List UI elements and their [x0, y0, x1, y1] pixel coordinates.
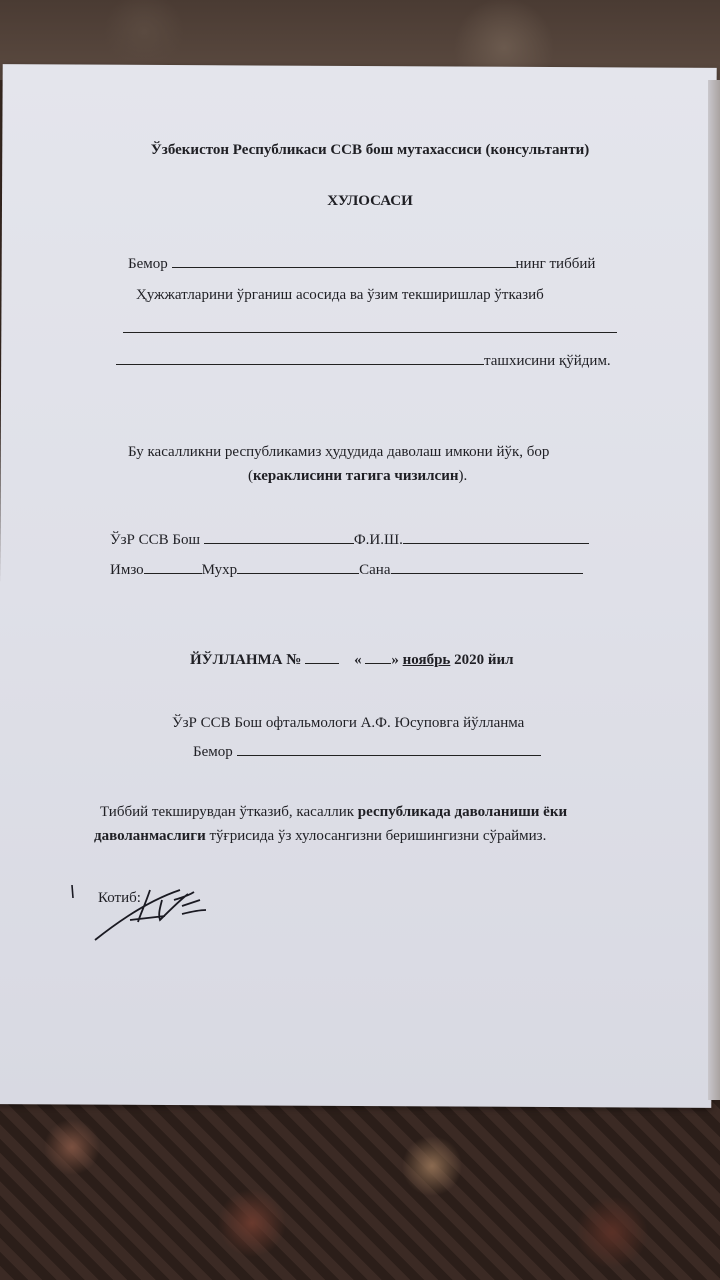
- chief-blank[interactable]: [204, 543, 354, 544]
- document-title: ХУЛОСАСИ: [327, 193, 413, 209]
- request-line-2: [94, 828, 546, 845]
- quote-close: »: [391, 652, 399, 668]
- sign-label: Имзо: [110, 562, 144, 578]
- treatment-note: кераклисини тагига чизилсин: [253, 468, 459, 484]
- referral-month: ноябрь: [402, 652, 451, 668]
- referral-number-blank[interactable]: [305, 663, 339, 664]
- treatment-line-2: [248, 468, 467, 485]
- patient-suffix: нинг тиббий: [515, 256, 596, 272]
- stamp-label: Мухр: [201, 562, 238, 578]
- request-bold-2: даволанмаслиги: [94, 828, 206, 844]
- diagnosis-blank-2[interactable]: [116, 350, 484, 365]
- sign-blank[interactable]: [144, 573, 202, 574]
- fio-blank[interactable]: [403, 543, 589, 544]
- diagnosis-blank-1[interactable]: [123, 318, 617, 333]
- referral-label: ЙЎЛЛАНМА №: [190, 652, 302, 668]
- referral-patient-label: Бемор: [193, 744, 233, 760]
- chief-label: ЎзР ССВ Бош: [110, 532, 201, 548]
- date-blank[interactable]: [391, 573, 583, 574]
- treatment-line-1: Бу касалликни республикамиз ҳудудида даволаш имкони йўк, бор: [128, 444, 550, 460]
- request-line-1: [100, 804, 567, 821]
- referral-day-blank[interactable]: [365, 663, 391, 664]
- quote-open: «: [354, 652, 362, 668]
- referral-line: [190, 652, 514, 669]
- request-bold-1: республикада даволаниши ёки: [357, 804, 568, 820]
- referral-year: 2020 йил: [454, 652, 514, 668]
- patient-line: [128, 256, 595, 273]
- paren-open: (: [248, 468, 253, 484]
- chief-line: [110, 532, 589, 549]
- diagnosis-line-1: [123, 318, 617, 338]
- document-header: Ўзбекистон Республикаси ССВ бош мутахассиси (консультанти): [150, 142, 590, 158]
- docs-line: Ҳужжатларини ўрганиш асосида ва ўзим текширишлар ўтказиб: [136, 287, 544, 303]
- sign-line: [110, 562, 583, 579]
- request-text-2: тўғрисида ўз хулосангизни беришингизни сўраймиз.: [205, 828, 547, 844]
- patient-label: Бемор: [128, 256, 168, 272]
- secretary-label: Котиб:: [98, 890, 141, 906]
- diagnosis-suffix: ташхисини қўйдим.: [484, 353, 611, 369]
- diagnosis-line-2: [116, 350, 611, 370]
- patient-blank[interactable]: [172, 267, 516, 268]
- referral-patient-line: [193, 744, 541, 761]
- paren-close: ).: [458, 468, 468, 484]
- secretary-signature: [70, 880, 220, 950]
- stamp-blank[interactable]: [237, 573, 359, 574]
- fio-label: Ф.И.Ш.: [353, 532, 403, 548]
- referral-patient-blank[interactable]: [237, 755, 541, 756]
- date-label: Сана: [359, 562, 391, 578]
- request-text-1: Тиббий текширувдан ўтказиб, касаллик: [100, 804, 358, 820]
- referral-to: ЎзР ССВ Бош офтальмологи А.Ф. Юсуповга йўлланма: [172, 715, 525, 731]
